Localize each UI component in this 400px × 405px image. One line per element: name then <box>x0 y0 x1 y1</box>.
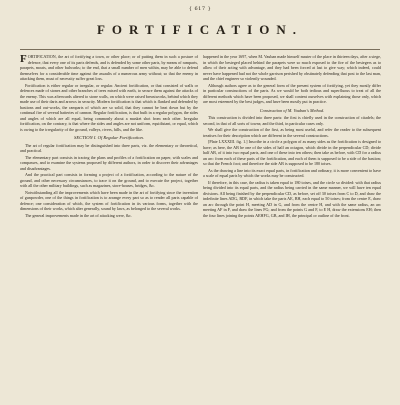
drop-cap: F <box>20 53 27 65</box>
paragraph: This construction is divided into three parts: the first is chiefly used in the construction of citadels; the second, in that of all sorts of towns; and the third, in particular cases only. <box>203 115 381 126</box>
paragraph: As the drawing a line into its exact equal parts, in fortification and ordinary, it is more convenient to have a scale of equal parts by which the works may be constructed. <box>203 167 381 178</box>
intro-text: the art of fortifying a town, or other place; or of putting them in such a posture of defence, that every one of its parts defends, and is defended by some other parts, by means of ramparts, parapets, moats, and other bulwarks; to the end, that a small number of men within, may be able to defend themselves for a considerable time against the assaults of a numerous army without; so that the enemy in attacking them, must of necessity suffer great loss. <box>20 54 198 81</box>
paragraph: Notwithstanding all the improvements which have been made in the art of fortifying since the invention of gunpowder, one of the things in fortification is to arrange every part so as to render all parts capable of defence; one consideration of which, the system of fortification in its various forms, together with the dimensions of their works, which alter generally, sound by laws, as belonged to the several works. <box>20 189 198 211</box>
section-heading: SECTION I. Of Regular Fortification. <box>74 135 144 140</box>
paragraph: And the practical part consists in forming a project of a fortification, according to the nature of the ground, and other necessary circumstances, to trace it on the ground, and to execute the project, together with all the other military buildings, such as magazines, store-houses, bridges, &c. <box>20 172 198 188</box>
paragraph: If therefore, in this case, the radius is taken equal to 180 toises, and the circle so divided: with that radius being divided into its equal parts, and the radius being carried in the same manner, we will have ten equal divisions. All being finished by the perpendicular CD, as before, set off 30 toises from C to D, and draw the indefinite lines ADG, BDF, in which take the parts AE, BH, each equal to 50 toises; from the centre E, draw an arc through the point H, meeting AD in G, and from the centre H, and with the same radius, an arc meeting AF in F, and draw the lines FG; and from the points G and F, to E H, draw the extensions EH; then the four lines joining the points AEHFG, GB, and IH, the principal or outline of the front. <box>203 179 381 218</box>
intro-lead: ORTIFICATION, <box>27 54 57 59</box>
right-column <box>203 54 381 219</box>
intro-paragraph <box>20 54 198 82</box>
paragraph: [Plate LXXXIII. fig. 1.] Inscribe in a circle a polygon of as many sides as the fortification is designed to have; as here, the AB be one of the sides of half an octagon, which divide in the perpendicular CD; divide half AB, of it into two equal parts, and one of these into ten others; then take as before, with CD for a radius an arc: from each of these parts of the fortification, and each of them is supposed to be a side of the bastion; so that the French foot; and therefore the side AB is supposed to be 180 toises. <box>203 139 381 166</box>
paragraph: The elementary part consists in tracing the plans and profiles of a fortification on paper, with scales and compasses, and to examine the systems proposed by different authors, in order to discover their advantages and disadvantages. <box>20 154 198 171</box>
subsection-heading: Construction of M. Vauban's Method. <box>259 107 325 113</box>
paragraph: The art of regular fortification may be distinguished into three parts, viz. the elementary or theoretical, and practical. <box>20 142 198 153</box>
paragraph: We shall give the construction of the first, as being most useful, and refer the reader to the subsequent treatises for their description which are different in the several constructions. <box>203 127 381 138</box>
title-rule <box>20 49 380 50</box>
paragraph: The general improvements made in the art of attacking were, &c. <box>25 212 132 218</box>
paragraph: Fortification is either regular or irregular, or regular. Ancient fortification, or that consisted of walls or defences made of stones and other branches of trees mixed with earth, to secure them against the attacks of the enemy. This was afterwards altered to stone walls, on which were raised breastworks, behind which they made use of their darts and arrows in security. Modern fortification is that which is flanked and defended by bastions and out-works, the ramparts of which are so solid, that they cannot be beat down but by the continual fire of several batteries of cannon. Regular fortification, is that built in a regular polygon, the sides and angles of which are all equal, being commonly about a musket shot from each other. Irregular fortification, on the contrary, is that where the sides and angles are not uniform, equidistant, or equal, which is owing to the irregularity of the ground, valleys, rivers, hills, and the like. <box>20 82 198 132</box>
left-column <box>20 54 198 219</box>
paragraph: happened in the year 1697, when M. Vauban made himself master of the place in thirteen days, after a siege, in which the besieged placed behind the parapets were so much exposed to the fire of the besiegers as to allow of their acting with advantage, and they had been forced at last to give way; which indeed, could never have happened had not the whole garrison perished by obstinately defending that post to the last man, and the chief engineer so violently wounded. <box>203 54 381 81</box>
paragraph: Although authors agree as to the general form of the present system of fortifying, yet they mostly differ in particular constructions of the parts. As we would be both tedious and superfluous to treat of all the different methods which have been proposed, we shall content ourselves with explaining those only, which are most esteemed by the best judges, and have been mostly put in practice. <box>203 82 381 104</box>
page-number: { 617 } <box>188 6 212 12</box>
page-title: FORTIFICATION. <box>96 22 303 37</box>
